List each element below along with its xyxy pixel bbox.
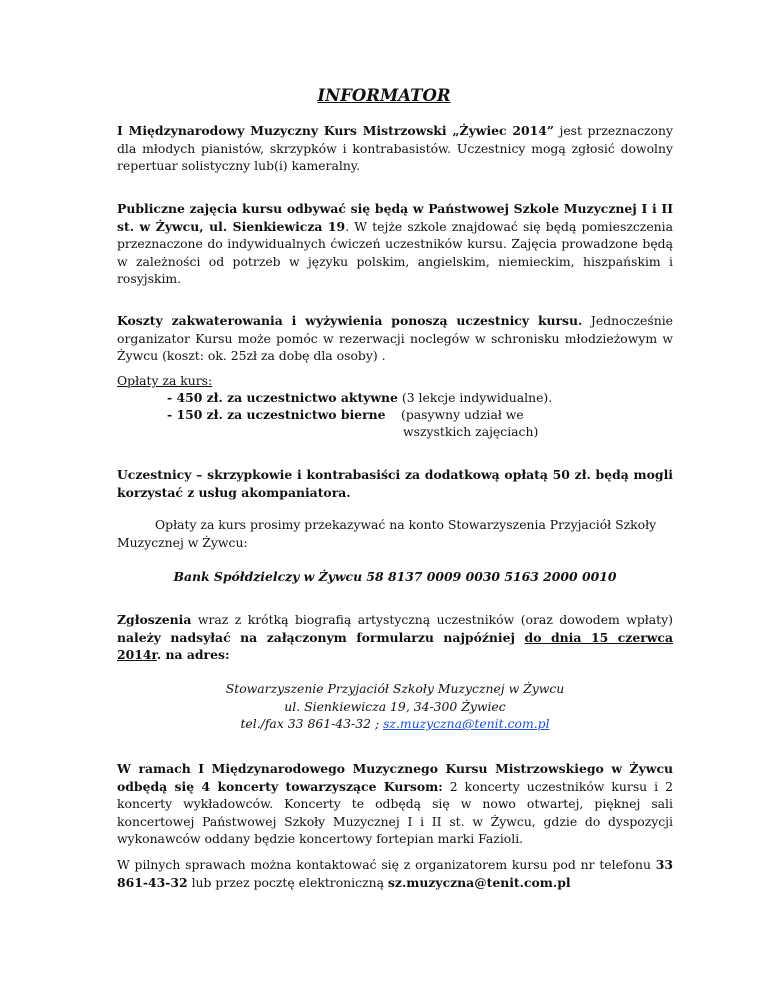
concerts-bold: W ramach I Międzynarodowego Muzycznego Kursu Mistrzowskiego w Żywcu odbędą się 4 koncerty towarzyszące Kursom: xyxy=(117,761,673,794)
fees-heading: Opłaty za kurs: xyxy=(117,373,213,388)
bank-account-text: Bank Spółdzielczy w Żywcu 58 8137 0009 0030 5163 2000 0010 xyxy=(173,569,617,584)
applications-bold-2: należy nadsyłać na załączonym formularzu najpóźniej xyxy=(117,629,525,645)
address-phone: tel./fax 33 861-43-32 ; xyxy=(240,716,384,731)
contact-email: sz.muzyczna@tenit.com.pl xyxy=(387,874,571,890)
payment-text: Opłaty za kurs prosimy przekazywać na konto Stowarzyszenia Przyjaciół Szkoły Muzycznej w Żywcu: xyxy=(117,517,657,550)
classes-paragraph xyxy=(117,200,673,288)
applications-bold-1: Zgłoszenia xyxy=(117,612,192,627)
applications-paragraph xyxy=(117,611,673,664)
accompanist-bold: Uczestnicy – skrzypkowie i kontrabasiści za dodatkową opłatą 50 zł. będą mogli korzystać z usług akompaniatora. xyxy=(117,467,673,500)
intro-paragraph xyxy=(117,122,673,175)
contact-text-1: W pilnych sprawach można kontaktować się z organizatorem kursu pod nr telefonu xyxy=(117,857,656,872)
fee-active xyxy=(167,389,552,407)
address-line-3 xyxy=(117,715,673,733)
address-block xyxy=(117,680,673,733)
address-line-2: ul. Sienkiewicza 19, 34-300 Żywiec xyxy=(284,698,506,714)
fee-passive-label: - 150 zł. za uczestnictwo bierne xyxy=(167,407,386,422)
concerts-paragraph xyxy=(117,760,673,848)
contact-phone: 33 861-43-32 xyxy=(117,857,673,890)
payment-paragraph xyxy=(117,516,673,551)
address-email-link[interactable]: sz.muzyczna@tenit.com.pl xyxy=(383,716,550,731)
contact-paragraph xyxy=(117,856,673,891)
fee-passive xyxy=(167,406,386,424)
fee-active-label: - 450 zł. za uczestnictwo aktywne xyxy=(167,390,398,405)
accommodation-text: Jednocześnie organizator Kursu może pomóc w rezerwacji noclegów w schronisku młodzieżowym w Żywcu (koszt: ok. 25zł za dobę dla osoby) . xyxy=(117,313,674,363)
accommodation-paragraph xyxy=(117,312,673,365)
accommodation-bold: Koszty zakwaterowania i wyżywienia ponoszą uczestnicy kursu. xyxy=(117,313,583,328)
bank-account xyxy=(117,568,673,586)
address-line-1: Stowarzyszenie Przyjaciół Szkoły Muzycznej w Żywcu xyxy=(225,681,565,696)
fee-active-note: (3 lekcje indywidualne). xyxy=(397,390,553,405)
intro-bold: I Międzynarodowy Muzyczny Kurs Mistrzowski „Żywiec 2014” xyxy=(117,123,555,138)
applications-text: wraz z krótką biografią artystyczną uczestników (oraz dowodem wpłaty) xyxy=(191,612,673,627)
classes-text: . W tejże szkole znajdować się będą pomieszczenia przeznaczone do indywidualnych ćwiczeń uczestników kursu. Zajęcia prowadzone będą w zależności od potrzeb w języku polskim, angielskim, niemieckim, hiszpańskim i rosyjskim. xyxy=(117,218,673,286)
fee-passive-note-2: wszystkich zajęciach) xyxy=(403,424,539,439)
fee-passive-note-1: (pasywny udział we xyxy=(401,407,524,422)
page-title: INFORMATOR xyxy=(317,86,451,105)
accompanist-paragraph xyxy=(117,466,673,501)
applications-bold-3: . na adres: xyxy=(156,647,230,662)
concerts-text: 2 koncerty uczestników kursu i 2 koncerty wykładowców. Koncerty te odbędą się w nowo otwartej, pięknej sali koncertowej Państwowej Szkoły Muzycznej I i II st. w Żywcu, gdzie do dyspozycji wykonawców oddany będzie koncertowy fortepian marki Fazioli. xyxy=(117,778,673,846)
contact-text-2: lub przez pocztę elektroniczną xyxy=(187,874,388,890)
classes-bold: Publiczne zajęcia kursu odbywać się będą w Państwowej Szkole Muzycznej I i II st. w Żywcu, ul. Sienkiewicza 19 xyxy=(117,201,673,234)
applications-deadline: do dnia 15 czerwca 2014r xyxy=(117,629,673,662)
intro-text: jest przeznaczony dla młodych pianistów, skrzypków i kontrabasistów. Uczestnicy mogą zgłosić dowolny repertuar solistyczny lub(i) kameralny. xyxy=(117,123,673,173)
